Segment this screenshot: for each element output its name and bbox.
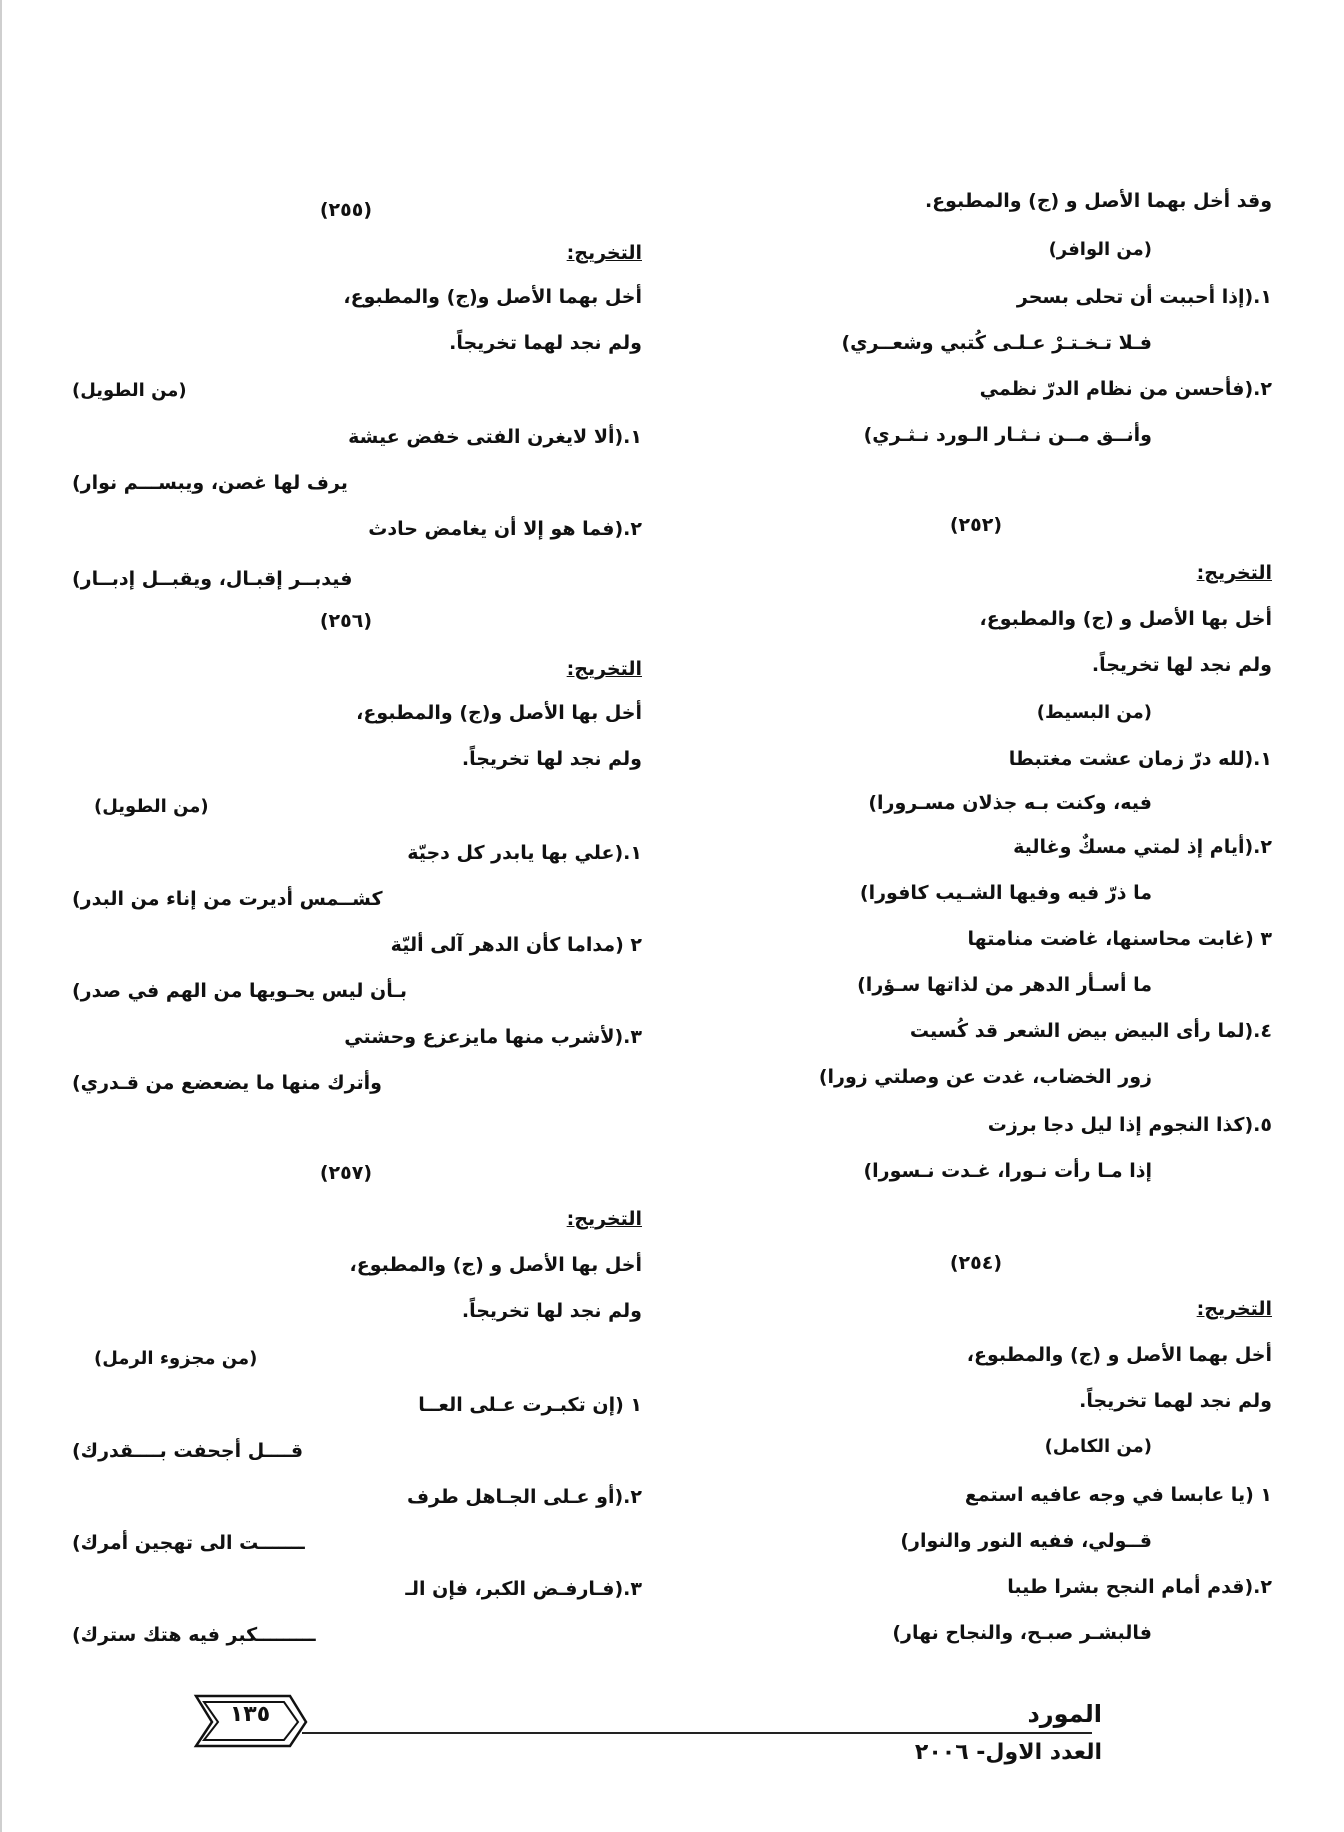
verse-line: ٢.(أو عـلى الجـاهل طرف xyxy=(406,1486,642,1508)
verse-line: يرف لها غصن، ويبســـم نوار) xyxy=(72,472,348,494)
verse-line: ٢.(فأحسن من نظام الدرّ نظمي xyxy=(979,378,1272,400)
verse-line: ١.(علي بها يابدر كل دجيّة xyxy=(407,842,642,864)
verse-line: ٣ (غابت محاسنها، غاضت منامتها xyxy=(967,928,1272,950)
takhrij-text: ولم نجد لهما تخريجاً. xyxy=(449,332,642,354)
verse-line: ٥.(كذا النجوم إذا ليل دجا برزت xyxy=(987,1114,1272,1136)
issue-label: العدد الاول- ٢٠٠٦ xyxy=(914,1740,1102,1765)
verse-line: ما ذرّ فيه وفيها الشـيب كافورا) xyxy=(859,882,1152,904)
takhrij-text: ولم نجد لها تخريجاً. xyxy=(1091,654,1272,676)
verse-line: ٢.(قدم أمام النجح بشرا طيبا xyxy=(1007,1576,1272,1598)
verse-line: ٤.(لما رأى البيض بيض الشعر قد كُسيت xyxy=(909,1020,1272,1042)
takhrij-heading: التخريج: xyxy=(566,658,642,680)
takhrij-heading: التخريج: xyxy=(566,1208,642,1230)
verse-line: ٢ (مداما كأن الدهر آلى أليّة xyxy=(390,934,642,956)
verse-line: ٣.(فـارفـض الكبر، فإن الـ xyxy=(405,1578,642,1600)
verse-line: ٢.(فما هو إلا أن يغامض حادث xyxy=(368,518,642,540)
meter-label: (من الوافر) xyxy=(1048,239,1152,260)
entry-number: (٢٥٥) xyxy=(319,199,372,221)
meter-label: (من الكامل) xyxy=(1044,1436,1152,1457)
takhrij-text: ولم نجد لها تخريجاً. xyxy=(461,748,642,770)
verse-line: زور الخضاب، غدت عن وصلتي زورا) xyxy=(818,1066,1152,1088)
meter-label: (من مجزوء الرمل) xyxy=(94,1348,258,1369)
verse-line: ١.(ألا لايغرن الفتى خفض عيشة xyxy=(348,426,642,448)
takhrij-text: ولم نجد لها تخريجاً. xyxy=(461,1300,642,1322)
verse-line: قــــل أجحفت بــــقدرك) xyxy=(72,1440,304,1462)
verse-line: بـأن ليس يحـويها من الهم في صدر) xyxy=(72,980,408,1002)
verse-line: ١.(إذا أحببت أن تحلى بسحر xyxy=(1016,286,1272,308)
verse-line: ٣.(لأشرب منها مايزعزع وحشتي xyxy=(344,1026,642,1048)
takhrij-text: أخل بها الأصل و (ج) والمطبوع، xyxy=(979,608,1272,630)
takhrij-heading: التخريج: xyxy=(566,242,642,264)
verse-line: فيه، وكنت بـه جذلان مسـرورا) xyxy=(868,792,1152,814)
entry-number: (٢٥٢) xyxy=(949,514,1002,536)
takhrij-text: أخل بها الأصل و(ج) والمطبوع، xyxy=(356,702,642,724)
journal-title: المورد xyxy=(1027,1700,1102,1728)
verse-line: وأترك منها ما يضعضع من قـدري) xyxy=(72,1072,382,1094)
verse-line: فالبشـر صبـح، والنجاح نهار) xyxy=(892,1622,1152,1644)
verse-line: ـــــــــكبر فيه هتك سترك) xyxy=(72,1624,316,1646)
verse-line: ما أسـأر الدهر من لذاتها سـؤرا) xyxy=(857,974,1152,996)
takhrij-heading: التخريج: xyxy=(1196,562,1272,584)
verse-line: فـلا تـخـتـرْ عـلـى كُتبي وشعــري) xyxy=(841,332,1152,354)
verse-line: ١.(لله درّ زمان عشت مغتبطا xyxy=(1008,748,1272,770)
meter-label: (من الطويل) xyxy=(94,796,209,817)
meter-label: (من الطويل) xyxy=(72,380,187,401)
verse-line: ١ (يا عابسا في وجه عافيه استمع xyxy=(964,1484,1272,1506)
verse-line: كشــمس أديرت من إناء من البدر) xyxy=(72,888,383,910)
verse-line: ٢.(أيام إذ لمتي مسكٌ وغالية xyxy=(1013,836,1272,858)
entry-number: (٢٥٧) xyxy=(319,1162,372,1184)
left-column xyxy=(72,0,642,1700)
takhrij-text: أخل بهما الأصل و (ج) والمطبوع، xyxy=(966,1344,1272,1366)
verse-line: إذا مـا رأت نـورا، غـدت نـسورا) xyxy=(863,1160,1152,1182)
verse-line: ١ (إن تكبـرت عـلى العــا xyxy=(418,1394,642,1416)
entry-number: (٢٥٦) xyxy=(319,610,372,632)
takhrij-heading: التخريج: xyxy=(1196,1298,1272,1320)
right-column xyxy=(692,0,1272,1700)
verse-line: وأنــق مــن نـثـار الـورد نـثـري) xyxy=(863,424,1152,446)
footer-rule xyxy=(302,1732,1092,1734)
takhrij-text: أخل بهما الأصل و(ج) والمطبوع، xyxy=(343,286,642,308)
verse-line: ـــــــت الى تهجين أمرك) xyxy=(72,1532,305,1554)
entry-number: (٢٥٤) xyxy=(949,1252,1002,1274)
intro-line: وقد أخل بهما الأصل و (ج) والمطبوع. xyxy=(924,190,1272,212)
verse-line: قــولي، ففيه النور والنوار) xyxy=(900,1530,1152,1552)
takhrij-text: ولم نجد لهما تخريجاً. xyxy=(1079,1390,1272,1412)
verse-line: فيدبــر إقبـال، ويقبــل إدبــار) xyxy=(72,568,353,590)
meter-label: (من البسيط) xyxy=(1036,702,1152,723)
page-number: ١٣٥ xyxy=(229,1702,271,1727)
takhrij-text: أخل بها الأصل و (ج) والمطبوع، xyxy=(349,1254,642,1276)
